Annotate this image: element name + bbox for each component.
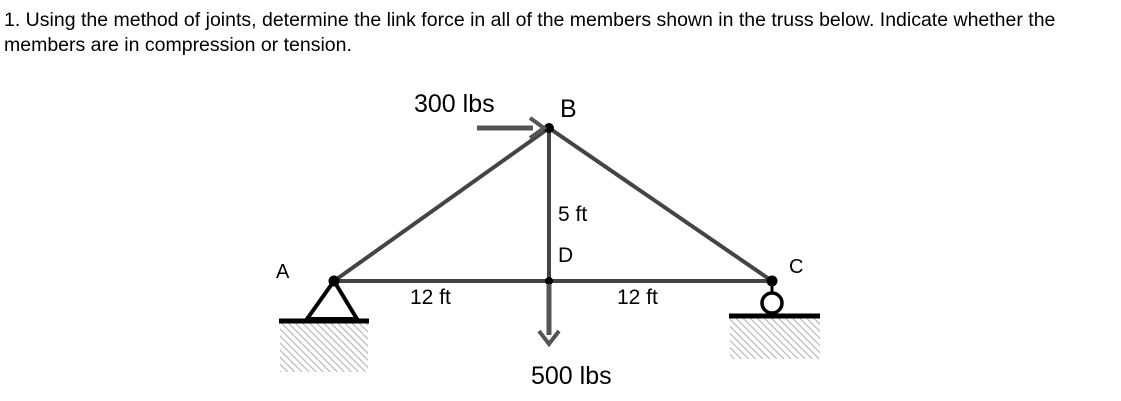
joint-d — [545, 277, 553, 285]
span-right-label: 12 ft — [617, 286, 658, 309]
height-label: 5 ft — [558, 203, 588, 226]
load-arrow-vertical — [539, 284, 559, 344]
problem-statement: 1. Using the method of joints, determine the link force in all of the members shown in the truss below. Indicate whether the members are in compression or tension. — [4, 9, 1056, 56]
joint-label-b: B — [560, 95, 577, 123]
joint-label-d: D — [558, 244, 574, 267]
load-horizontal-label: 300 lbs — [414, 90, 495, 118]
span-left-label: 12 ft — [410, 286, 451, 309]
ground-hatch-left — [280, 322, 368, 372]
member-ab — [334, 128, 549, 281]
joint-label-a: A — [276, 261, 290, 283]
joint-label-c: C — [789, 256, 804, 278]
load-arrow-horizontal — [477, 118, 544, 138]
load-vertical-label: 500 lbs — [531, 362, 612, 390]
ground-hatch-right — [730, 317, 820, 359]
